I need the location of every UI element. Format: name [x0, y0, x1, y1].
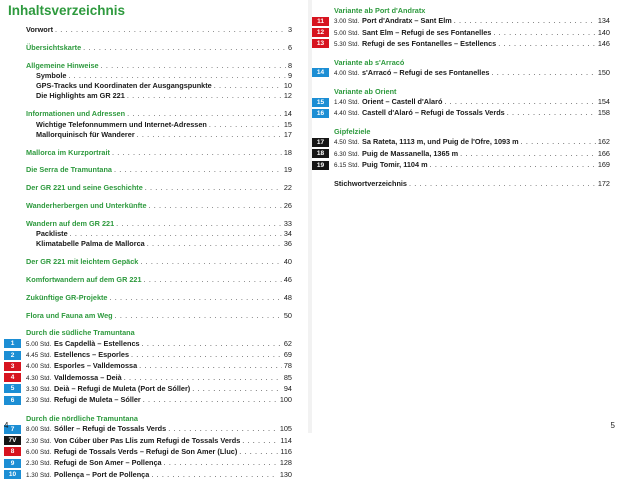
toc-entry[interactable]: [26, 25, 292, 35]
stage-page: 78: [283, 361, 292, 371]
toc-entry[interactable]: [26, 183, 292, 193]
stage-duration: 1.40 Std.: [334, 99, 360, 107]
group-title-south: Durch die südliche Tramuntana: [26, 328, 135, 338]
stage-page: 130: [279, 469, 292, 479]
toc-entry-label: GPS-Tracks und Koordinaten der Ausgangspunkte: [36, 81, 212, 91]
stage-duration: 2.30 Std.: [26, 397, 52, 405]
toc-list: [26, 25, 292, 321]
group-title-arraco: Variante ab s'Arracó: [334, 57, 405, 67]
stage-page: 150: [597, 67, 610, 77]
stage-entry[interactable]: [8, 469, 292, 481]
stage-page: 128: [279, 458, 292, 468]
stage-entry[interactable]: [10, 458, 292, 469]
toc-entry-page: 172: [597, 178, 610, 188]
stage-duration: 3.30 Std.: [26, 385, 52, 393]
stage-duration: 4.45 Std.: [26, 352, 52, 360]
stage-title: Puig de Massanella, 1365 m: [362, 148, 459, 158]
stage-title: Sa Rateta, 1113 m, und Puig de l'Ofre, 1093 m: [362, 137, 519, 147]
toc-entry-label: Mallorca im Kurzportrait: [26, 147, 110, 157]
group-title-summits: Gipfelziele: [334, 127, 371, 137]
toc-entry-label: Klimatabelle Palma de Mallorca: [36, 239, 145, 249]
stage-number-badge: 7: [4, 425, 21, 434]
stage-entry[interactable]: [316, 38, 610, 50]
stage-page: 154: [597, 97, 610, 107]
toc-entry[interactable]: [26, 120, 292, 130]
toc-entry-label: Die Highlights am GR 221: [36, 91, 125, 101]
group-title-north: Durch die nördliche Tramuntana: [26, 414, 138, 424]
toc-entry-label: Wichtige Telefonnummern und Internet-Adressen: [36, 119, 207, 129]
stage-entry[interactable]: [10, 446, 292, 458]
stage-duration: 5.30 Std.: [334, 40, 360, 48]
toc-entry[interactable]: [26, 43, 292, 53]
stage-number-badge: 7V: [4, 436, 21, 445]
stage-entry[interactable]: [316, 137, 610, 148]
toc-entry-page: 50: [283, 310, 292, 320]
stage-duration: 4.30 Std.: [26, 374, 52, 382]
stage-page: 114: [280, 435, 292, 445]
toc-right: [316, 6, 610, 189]
stage-list-south: [10, 338, 292, 407]
stage-entry[interactable]: [316, 97, 610, 108]
stage-number-badge: 12: [312, 28, 329, 37]
toc-entry-page: 33: [283, 218, 292, 228]
page-number-left: 4: [4, 421, 9, 430]
toc-entry-page: 19: [283, 165, 292, 175]
stage-entry[interactable]: [316, 27, 610, 39]
toc-entry[interactable]: [26, 130, 292, 140]
toc-entry[interactable]: [26, 148, 292, 158]
toc-entry[interactable]: [26, 293, 292, 303]
stage-number-badge: 17: [312, 138, 329, 147]
toc-entry-page: 8: [287, 60, 292, 70]
toc-entry-page: 6: [287, 42, 292, 52]
toc-entry-page: 48: [283, 292, 292, 302]
stage-number-badge: 16: [312, 109, 329, 118]
stage-entry[interactable]: [10, 383, 292, 395]
stage-title: Es Capdellà – Estellencs: [54, 338, 140, 348]
toc-entry-label: Komfortwandern auf dem GR 221: [26, 275, 142, 285]
toc-entry-page: 14: [283, 109, 292, 119]
toc-entry[interactable]: [26, 229, 292, 239]
stage-number-badge: 11: [312, 17, 329, 26]
toc-entry-page: 22: [283, 183, 292, 193]
stage-list-summits: [316, 137, 610, 171]
toc-entry-label: Der GR 221 und seine Geschichte: [26, 183, 143, 193]
stage-duration: 6.15 Std.: [334, 162, 360, 170]
stage-duration: 4.50 Std.: [334, 139, 360, 147]
stage-list-orient: [316, 97, 610, 120]
toc-entry-index[interactable]: [334, 179, 610, 189]
toc-entry-page: 34: [283, 229, 292, 239]
toc-entry[interactable]: [26, 201, 292, 211]
stage-number-badge: 15: [312, 98, 329, 107]
toc-entry[interactable]: [26, 109, 292, 119]
stage-duration: 1.30 Std.: [26, 471, 52, 479]
stage-title: Refugi de Son Amer – Pollença: [54, 458, 162, 468]
stage-number-badge: 18: [312, 149, 329, 158]
stage-number-badge: 4: [4, 373, 21, 382]
stage-page: 162: [597, 137, 610, 147]
stage-title: Refugi de Tossals Verds – Refugi de Son Amer (Lluc): [54, 446, 238, 456]
stage-number-badge: 19: [312, 161, 329, 170]
stage-page: 116: [280, 446, 292, 456]
stage-title: Valldemossa – Deià: [54, 372, 122, 382]
group-title-orient: Variante ab Orient: [334, 86, 397, 96]
stage-duration: 6.00 Std.: [26, 448, 52, 456]
stage-duration: 5.00 Std.: [26, 340, 52, 348]
stage-entry[interactable]: [316, 67, 610, 79]
stage-duration: 4.00 Std.: [26, 363, 52, 371]
stage-duration: 6.30 Std.: [334, 150, 360, 158]
stage-duration: 5.00 Std.: [334, 29, 360, 37]
stage-entry[interactable]: [10, 338, 292, 350]
toc-entry-page: 26: [283, 201, 292, 211]
left-page: [0, 0, 308, 479]
stage-entry[interactable]: [10, 350, 292, 361]
toc-entry-page: 10: [283, 81, 292, 91]
page-title: Inhaltsverzeichnis: [8, 3, 126, 18]
page-number-right: 5: [610, 421, 615, 430]
toc-entry[interactable]: [26, 275, 292, 285]
toc-entry-label: Übersichtskarte: [26, 42, 82, 52]
toc-entry-label: Informationen und Adressen: [26, 109, 126, 119]
stage-entry[interactable]: [10, 361, 292, 372]
toc-entry[interactable]: [26, 61, 292, 71]
stage-page: 105: [279, 424, 292, 434]
toc-entry-label: Der GR 221 mit leichtem Gepäck: [26, 257, 139, 267]
stage-page: 94: [283, 383, 292, 393]
stage-title: Sant Elm – Refugi de ses Fontanelles: [362, 27, 492, 37]
stage-number-badge: 5: [4, 384, 21, 393]
stage-duration: 2.30 Std.: [26, 437, 52, 445]
stage-number-badge: 14: [312, 68, 329, 77]
toc-entry-page: 15: [283, 119, 292, 129]
toc-entry[interactable]: [26, 257, 292, 267]
stage-number-badge: 13: [312, 39, 329, 48]
stage-title: s'Arracó – Refugi de ses Fontanelles: [362, 67, 490, 77]
toc-entry-label: Mallorquinisch für Wanderer: [36, 129, 135, 139]
stage-list-andratx: [316, 16, 610, 50]
toc-entry-page: 17: [283, 129, 292, 139]
stage-number-badge: 8: [4, 447, 21, 456]
stage-page: 166: [597, 148, 610, 158]
stage-entry[interactable]: [10, 395, 292, 406]
stage-entry[interactable]: [317, 16, 610, 27]
stage-number-badge: 3: [4, 362, 21, 371]
stage-title: Refugi de Muleta – Sóller: [54, 395, 141, 405]
stage-page: 85: [283, 372, 292, 382]
toc-entry[interactable]: [26, 91, 292, 101]
stage-duration: 2.30 Std.: [26, 460, 52, 468]
stage-title: Castell d'Alaró – Refugi de Tossals Verds: [362, 108, 505, 118]
toc-entry-label: Flora und Fauna am Weg: [26, 310, 113, 320]
stage-entry[interactable]: [316, 148, 610, 160]
toc-entry-page: 36: [283, 239, 292, 249]
stage-title: Orient – Castell d'Alaró: [362, 97, 443, 107]
toc-entry[interactable]: [26, 81, 292, 91]
stage-title: Deià – Refugi de Muleta (Port de Sóller): [54, 383, 191, 393]
stage-duration: 8.00 Std.: [26, 426, 52, 434]
stage-page: 69: [283, 350, 292, 360]
stage-title: Esporles – Valldemossa: [54, 361, 138, 371]
toc-entry[interactable]: [26, 219, 292, 229]
stage-number-badge: 1: [4, 339, 21, 348]
toc-entry[interactable]: [26, 165, 292, 175]
toc-entry-label: Zukünftige GR-Projekte: [26, 292, 108, 302]
toc-left: [8, 25, 292, 481]
toc-entry-page: 3: [287, 25, 292, 34]
toc-entry-label: Die Serra de Tramuntana: [26, 165, 112, 175]
stage-page: 158: [597, 108, 610, 118]
stage-title: Estellencs – Esporles: [54, 350, 130, 360]
toc-entry-page: 9: [287, 70, 292, 80]
stage-title: Port d'Andratx – Sant Elm: [362, 16, 452, 26]
stage-page: 169: [597, 160, 610, 170]
right-page: [312, 0, 620, 433]
stage-number-badge: 2: [4, 351, 21, 360]
stage-number-badge: 10: [4, 470, 21, 479]
stage-entry[interactable]: [8, 435, 292, 447]
toc-entry[interactable]: [26, 311, 292, 321]
toc-entry-page: 18: [283, 147, 292, 157]
toc-entry-label: Vorwort: [26, 25, 54, 34]
toc-entry[interactable]: [26, 71, 292, 81]
stage-number-badge: 6: [4, 396, 21, 405]
stage-entry[interactable]: [316, 108, 610, 119]
stage-title: Pollença – Port de Pollença: [54, 469, 150, 479]
toc-entry-page: 12: [283, 91, 292, 101]
stage-entry[interactable]: [316, 160, 610, 171]
toc-entry-label: Packliste: [36, 229, 68, 239]
stage-entry[interactable]: [10, 424, 292, 435]
stage-page: 100: [279, 395, 292, 405]
stage-title: Refugi de ses Fontanelles – Estellencs: [362, 38, 497, 48]
stage-page: 146: [597, 38, 610, 48]
toc-entry-label: Stichwortverzeichnis: [334, 178, 407, 188]
toc-entry[interactable]: [26, 239, 292, 249]
toc-entry-page: 40: [283, 257, 292, 267]
stage-page: 134: [597, 16, 610, 26]
stage-title: Sóller – Refugi de Tossals Verds: [54, 424, 167, 434]
stage-duration: 3.00 Std.: [334, 18, 360, 26]
stage-page: 62: [283, 338, 292, 348]
toc-entry-label: Wanderherbergen und Unterkünfte: [26, 201, 147, 211]
stage-number-badge: 9: [4, 459, 21, 468]
toc-entry-page: 46: [283, 275, 292, 285]
stage-list-arraco: [316, 67, 610, 79]
stage-page: 140: [597, 27, 610, 37]
stage-title: Puig Tomir, 1104 m: [362, 160, 428, 170]
toc-entry-label: Wandern auf dem GR 221: [26, 218, 115, 228]
group-title-andratx: Variante ab Port d'Andratx: [334, 6, 426, 15]
stage-entry[interactable]: [10, 372, 292, 384]
stage-title: Von Cúber über Pas Llis zum Refugi de Tossals Verds: [54, 435, 241, 445]
stage-duration: 4.40 Std.: [334, 110, 360, 118]
toc-entry-label: Symbole: [36, 70, 67, 80]
stage-duration: 4.00 Std.: [334, 69, 360, 77]
toc-entry-label: Allgemeine Hinweise: [26, 60, 99, 70]
